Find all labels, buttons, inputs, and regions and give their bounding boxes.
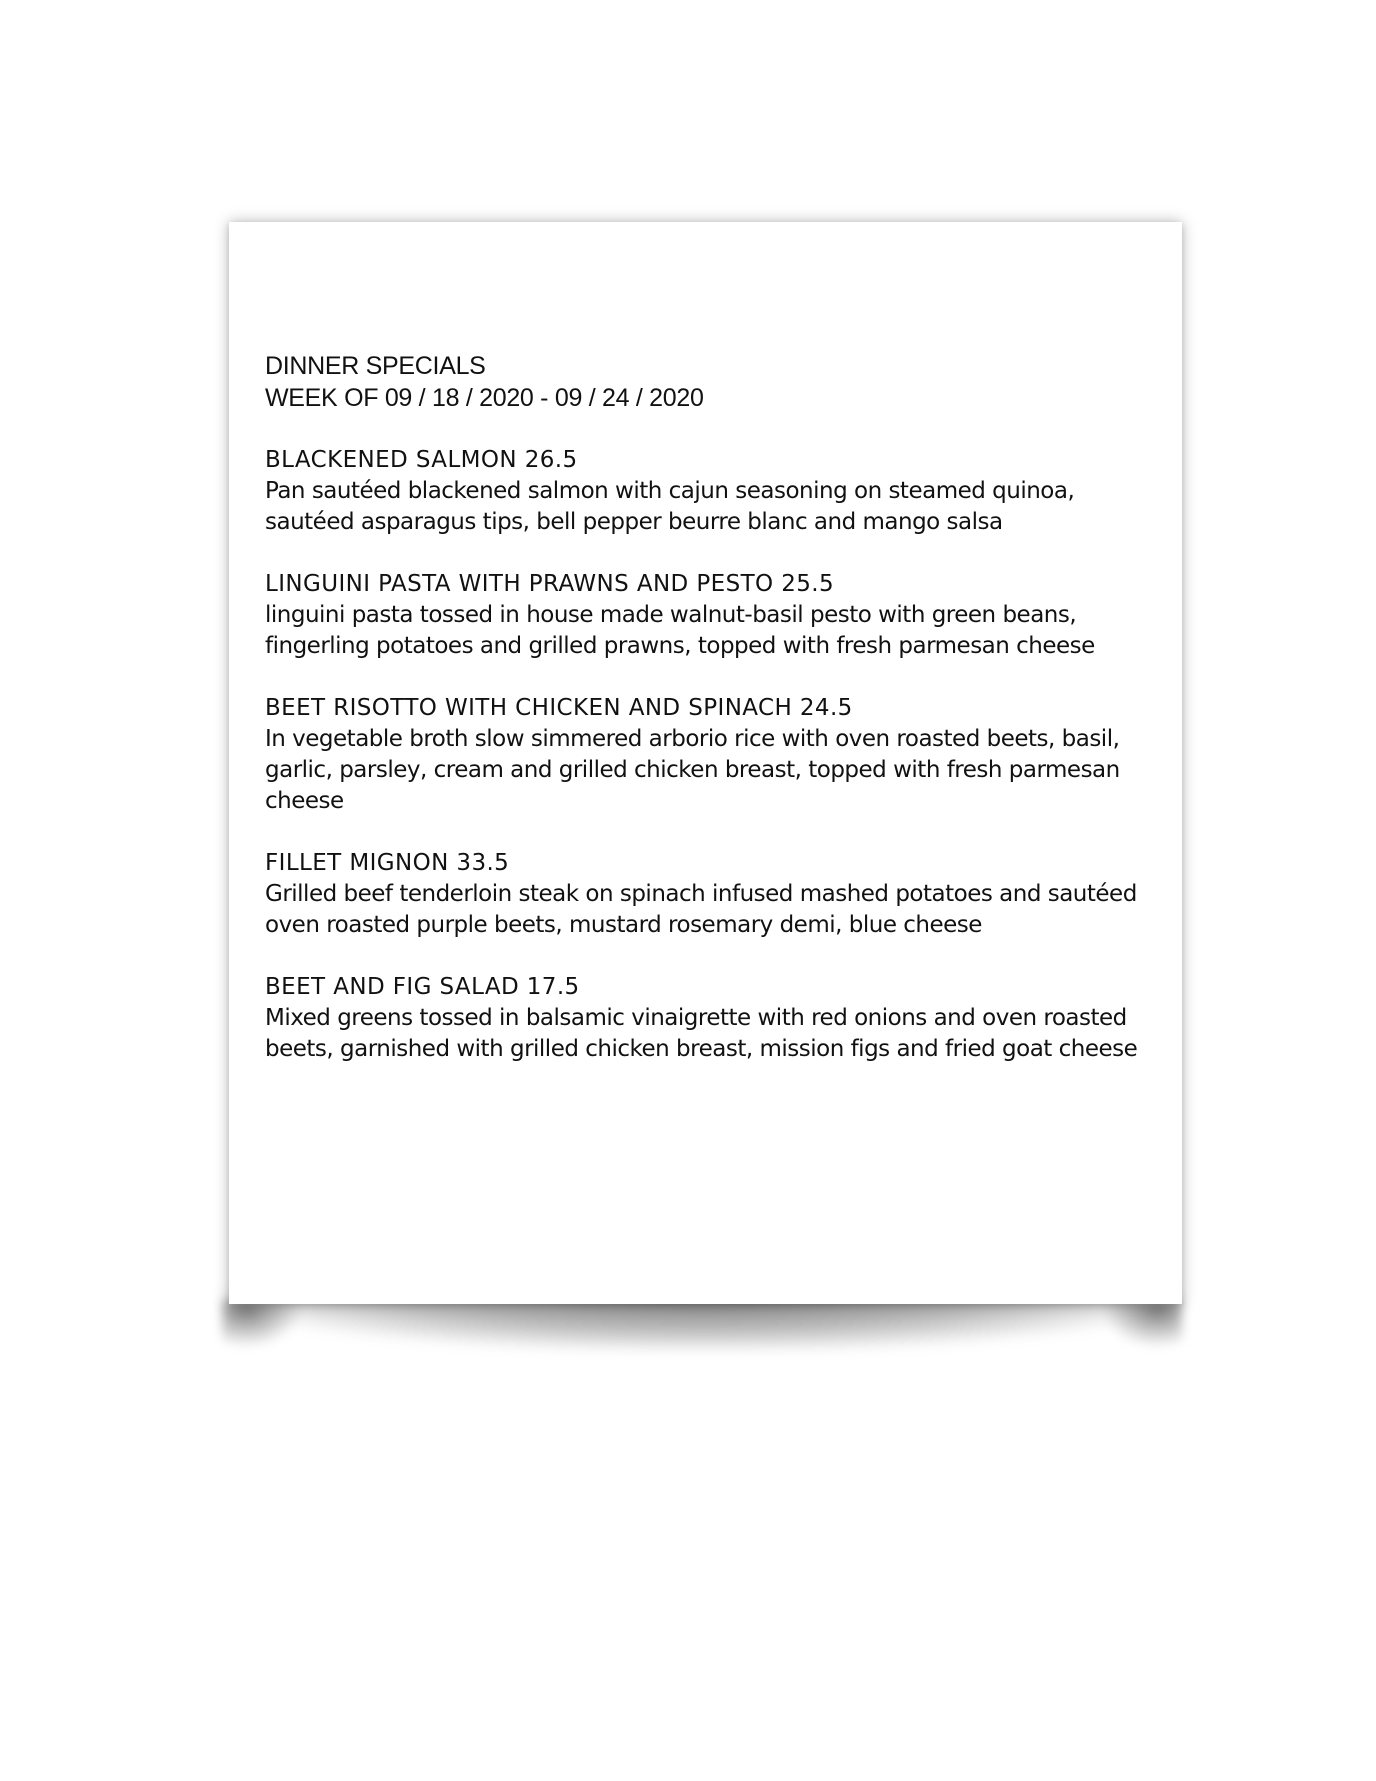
menu-item-title: FILLET MIGNON 33.5 xyxy=(265,850,510,876)
card-shadow-right xyxy=(1102,1300,1182,1348)
menu-item xyxy=(265,848,1165,941)
menu-item xyxy=(265,569,1165,662)
menu-item-title: LINGUINI PASTA WITH PRAWNS AND PESTO 25.5 xyxy=(265,571,835,597)
menu-item-title: BEET RISOTTO WITH CHICKEN AND SPINACH 24.5 xyxy=(265,695,853,721)
menu-item-title: BEET AND FIG SALAD 17.5 xyxy=(265,974,580,1000)
menu-card xyxy=(229,222,1182,1304)
menu-item-description: Mixed greens tossed in balsamic vinaigrette with red onions and oven roasted beets, garnished with grilled chicken breast, mission figs and fried goat cheese xyxy=(265,1005,1138,1062)
menu-item xyxy=(265,693,1165,817)
menu-heading: DINNER SPECIALS xyxy=(265,352,486,380)
menu-item-title: BLACKENED SALMON 26.5 xyxy=(265,447,578,473)
menu-item-description: In vegetable broth slow simmered arborio rice with oven roasted beets, basil, garlic, parsley, cream and grilled chicken breast, topped with fresh parmesan cheese xyxy=(265,726,1120,814)
menu-item-description: Grilled beef tenderloin steak on spinach infused mashed potatoes and sautéed oven roasted purple beets, mustard rosemary demi, blue cheese xyxy=(265,881,1137,938)
menu-item xyxy=(265,445,1165,538)
menu-content xyxy=(265,350,1165,1065)
menu-item-description: Pan sautéed blackened salmon with cajun seasoning on steamed quinoa, sautéed asparagus tips, bell pepper beurre blanc and mango salsa xyxy=(265,478,1075,535)
menu-week: WEEK OF 09 / 18 / 2020 - 09 / 24 / 2020 xyxy=(265,384,704,412)
card-shadow-left xyxy=(222,1300,302,1348)
menu-item-description: linguini pasta tossed in house made walnut-basil pesto with green beans, fingerling potatoes and grilled prawns, topped with fresh parmesan cheese xyxy=(265,602,1095,659)
menu-item xyxy=(265,972,1165,1065)
